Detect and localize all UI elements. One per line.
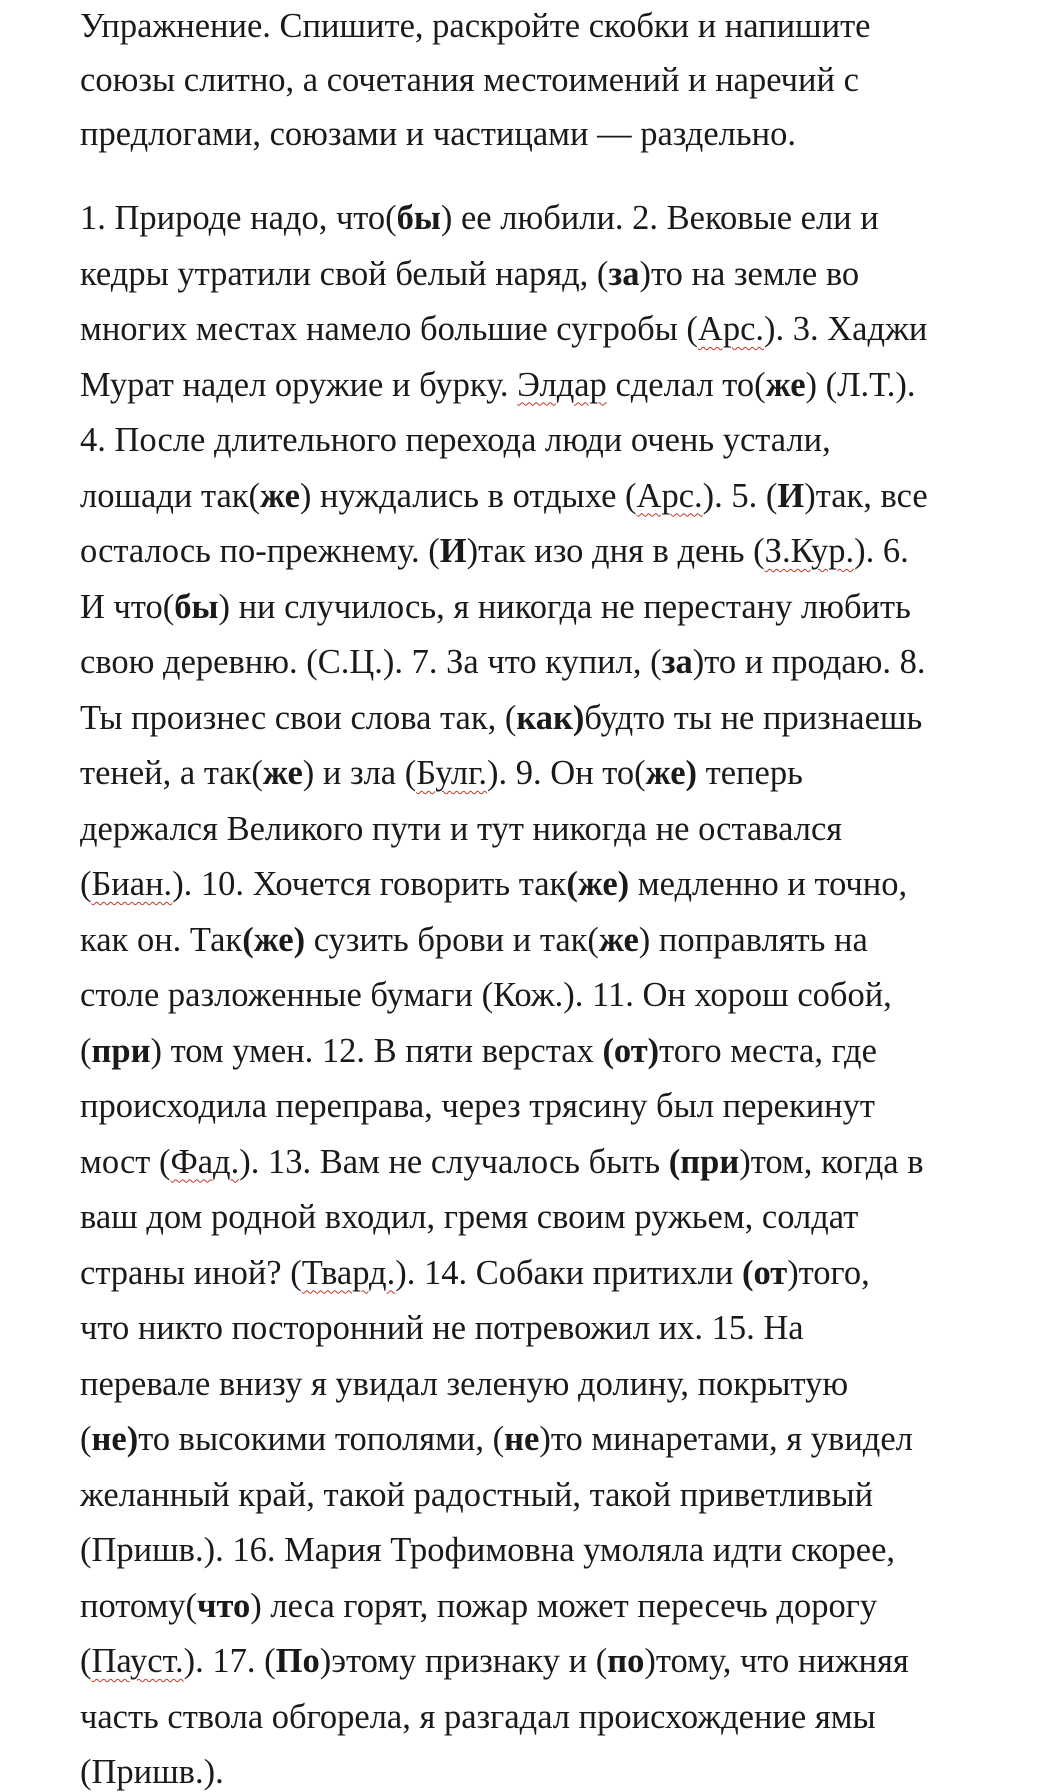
bold-fragment: И	[777, 476, 805, 515]
bold-fragment: бы	[174, 587, 219, 626]
bold-fragment: (при	[668, 1142, 740, 1181]
text-line	[80, 1364, 848, 1404]
text-line	[80, 1142, 924, 1182]
bold-fragment: же)	[645, 754, 698, 792]
text-fragment: перевале внизу я увидал зеленую долину, покрытую	[80, 1364, 849, 1403]
text-line	[80, 60, 859, 100]
text-line	[80, 309, 927, 349]
source-abbreviation: Пауст.	[91, 1642, 184, 1680]
bold-fragment: что	[197, 1586, 251, 1625]
bold-fragment: при	[91, 1031, 151, 1070]
text-fragment: теней, а так(	[80, 754, 263, 792]
text-fragment: )том, когда в	[739, 1142, 924, 1181]
text-line	[80, 1641, 909, 1681]
bold-fragment: за	[661, 643, 693, 681]
text-fragment: желанный край, такой радостный, такой приветливый	[80, 1475, 874, 1514]
text-line	[80, 1031, 877, 1071]
text-fragment: )тому, что нижняя	[644, 1642, 909, 1680]
text-line	[80, 1530, 895, 1570]
bold-fragment: по	[607, 1642, 645, 1680]
bold-fragment: же	[598, 920, 639, 959]
bold-fragment: же	[260, 476, 300, 515]
text-fragment: как он. Так	[80, 920, 243, 959]
text-fragment: ). 6.	[854, 532, 909, 570]
text-line	[80, 198, 879, 238]
text-fragment: ). 14. Собаки притихли	[395, 1253, 742, 1292]
text-fragment: ). 17. (	[183, 1642, 276, 1680]
text-fragment: потому(	[80, 1586, 198, 1625]
source-abbreviation: Фад.	[170, 1142, 240, 1181]
text-line	[80, 1197, 858, 1237]
text-fragment: (Пришв.).	[80, 1753, 224, 1791]
text-line	[80, 254, 859, 294]
text-line	[80, 420, 831, 460]
text-fragment: ) ни случилось, я никогда не перестану любить	[218, 587, 911, 626]
bold-fragment: И	[439, 532, 467, 570]
bold-fragment: не)	[91, 1420, 139, 1458]
source-abbreviation: Булг.	[416, 754, 488, 792]
bold-fragment: как)	[516, 698, 585, 737]
text-fragment: ). 5. (	[702, 476, 778, 515]
text-line	[80, 975, 892, 1015]
text-fragment: сделал то(	[606, 365, 766, 404]
text-fragment: 1. Природе надо, что(	[80, 199, 397, 237]
text-fragment: медленно и точно,	[629, 865, 908, 903]
bold-fragment: (от)	[602, 1031, 660, 1070]
bold-fragment: бы	[396, 199, 441, 237]
text-line	[80, 1419, 913, 1459]
text-fragment: происходила переправа, через трясину был перекинут	[80, 1087, 875, 1125]
text-fragment: И что(	[80, 587, 175, 626]
text-fragment: сузить брови и так(	[305, 920, 599, 959]
text-line	[80, 6, 870, 46]
text-fragment: )того,	[787, 1253, 870, 1292]
text-fragment: ) нуждались в отдыхе (	[299, 476, 637, 515]
text-fragment: союзы слитно, а сочетания местоимений и наречий с	[80, 61, 859, 99]
text-fragment: ) поправлять на	[638, 920, 868, 959]
text-fragment: осталось по-прежнему. (	[80, 532, 440, 570]
text-line	[80, 114, 796, 154]
bold-fragment: (же)	[566, 865, 630, 903]
text-line	[80, 587, 911, 627]
text-line	[80, 1697, 876, 1737]
text-fragment: (	[80, 1642, 92, 1680]
text-line	[80, 1586, 877, 1626]
text-fragment: ). 9. Он то(	[487, 754, 646, 792]
text-fragment: )этому признаку и (	[319, 1642, 608, 1680]
text-fragment: ) леса горят, пожар может пересечь дорогу	[250, 1586, 878, 1625]
text-line	[80, 642, 926, 682]
bold-fragment: По	[275, 1642, 320, 1680]
text-line	[80, 1086, 875, 1126]
text-fragment: ). 3. Хаджи	[764, 310, 928, 348]
text-fragment: Ты произнес свои слова так, (	[80, 698, 517, 737]
text-line	[80, 531, 909, 571]
source-abbreviation: Арс.	[636, 476, 703, 515]
text-fragment: ). 13. Вам не случалось быть	[239, 1142, 669, 1181]
text-line	[80, 1253, 870, 1293]
source-abbreviation: Твард.	[301, 1253, 396, 1292]
text-fragment: ) (Л.Т.).	[805, 365, 916, 404]
text-fragment: (	[80, 1420, 92, 1458]
text-fragment: держался Великого пути и тут никогда не оставался	[80, 809, 843, 848]
text-fragment: свою деревню. (С.Ц.). 7. За что купил, (	[80, 643, 662, 681]
text-fragment: страны иной? (	[80, 1253, 302, 1292]
text-fragment: )то и продаю. 8.	[692, 643, 926, 681]
text-fragment: часть ствола обгорела, я разгадал происхождение ямы	[80, 1697, 876, 1736]
text-fragment: ваш дом родной входил, гремя своим ружьем, солдат	[80, 1198, 859, 1236]
text-fragment: 4. После длительного перехода люди очень устали,	[80, 421, 831, 459]
text-fragment: лошади так(	[80, 476, 261, 515]
text-fragment: то высокими тополями, (	[138, 1420, 505, 1458]
text-fragment: Мурат надел оружие и бурку.	[80, 365, 518, 404]
text-line	[80, 1475, 873, 1515]
text-fragment: мост (	[80, 1142, 171, 1181]
text-line	[80, 1752, 224, 1792]
text-fragment: ) ее любили. 2. Вековые ели и	[440, 199, 879, 237]
text-line	[80, 864, 907, 904]
text-fragment: теперь	[697, 754, 803, 792]
text-fragment: будто ты не признаешь	[584, 698, 923, 737]
text-fragment: что никто посторонний не потревожил их. 15. На	[80, 1309, 804, 1347]
bold-fragment: не	[504, 1420, 540, 1458]
text-fragment: многих местах намело большие сугробы (	[80, 310, 698, 348]
text-line	[80, 1308, 804, 1348]
text-fragment: кедры утратили свой белый наряд, (	[80, 254, 609, 293]
bold-fragment: же	[262, 754, 303, 792]
text-line	[80, 753, 803, 793]
text-fragment: )то минаретами, я увидел	[539, 1420, 913, 1458]
source-abbreviation: З.Кур.	[764, 532, 855, 570]
bold-fragment: же	[765, 365, 806, 404]
text-fragment: ) и зла (	[302, 754, 417, 792]
text-line	[80, 809, 842, 849]
text-line	[80, 920, 868, 960]
text-line	[80, 476, 928, 516]
text-fragment: )то на земле во	[639, 254, 860, 293]
source-abbreviation: Арс.	[697, 310, 765, 348]
text-fragment: ). 10. Хочется говорить так	[172, 865, 567, 903]
bold-fragment: (же)	[242, 920, 306, 959]
text-fragment: столе разложенные бумаги (Кож.). 11. Он хорош собой,	[80, 976, 892, 1014]
text-fragment: ) том умен. 12. В пяти верстах	[150, 1031, 603, 1070]
text-fragment: Упражнение. Спишите, раскройте скобки и напишите	[80, 7, 871, 45]
bold-fragment: (от	[741, 1253, 788, 1292]
source-abbreviation: Биан.	[91, 865, 173, 903]
bold-fragment: за	[608, 254, 640, 293]
text-line	[80, 365, 916, 405]
source-abbreviation: Элдар	[517, 365, 607, 404]
text-fragment: того места, где	[659, 1031, 877, 1070]
text-fragment: (	[80, 1031, 92, 1070]
text-fragment: (	[80, 865, 92, 903]
text-line	[80, 698, 922, 738]
text-fragment: (Пришв.). 16. Мария Трофимовна умоляла идти скорее,	[80, 1531, 896, 1569]
text-fragment: предлогами, союзами и частицами — раздельно.	[80, 115, 796, 153]
text-fragment: )так, все	[804, 476, 928, 515]
text-fragment: )так изо дня в день (	[466, 532, 765, 570]
